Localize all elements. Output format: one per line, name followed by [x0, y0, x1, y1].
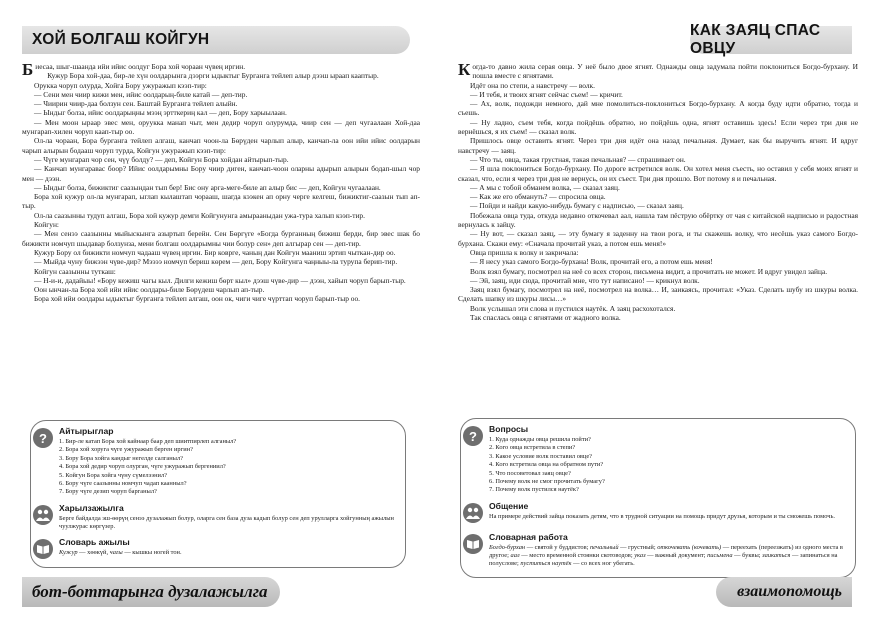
book-icon	[33, 539, 53, 559]
story-paragraph: Койгун:	[34, 220, 59, 230]
dict-term: печальный	[589, 544, 619, 551]
story-paragraph: Ол-ла саазынны тудуп алгаш, Бора хой кужур демги Койгунунга амырааныдан ужа-тура халып кээп-тир.	[34, 210, 365, 220]
story-paragraph: Волк услышал эти слова и пустился наутёк. А заяц расхохотался.	[470, 303, 676, 313]
story-paragraph: — А мы с тобой обманем волка, — сказал заяц.	[470, 182, 620, 192]
left-relations-section	[59, 503, 395, 531]
left-questions-list	[59, 438, 395, 497]
dict-term: письмена	[707, 552, 733, 560]
question-item: 5. Койгун Бора хойга чүну сүмелээнил?	[59, 471, 167, 479]
question-item: 5. Что посоветовал заяц овце?	[489, 469, 571, 477]
story-paragraph: Ол-ла чораан, Бора бурганга тейлеп алгаш, канчап чоон-ла Бөрүден чарлып алыр, канчап-ла оон ийи ийис оолдарын чарып алырын бодааш чоруп турда, Койгун ужуражып кээп-тир:	[22, 136, 420, 155]
story-paragraph: — Мыйда чуну бижээн чүве-дир? Мээээ номчуп бериш көрем — деп, Бору Койгунга чаңныы-ла турупа берип-тир.	[34, 257, 398, 267]
right-dict-section	[489, 532, 845, 569]
story-paragraph: — Чиирин чиир-даа болзун сен. Баштай Бурганга тейлеп алыйн.	[34, 99, 238, 109]
right-dict-text	[489, 544, 845, 569]
dict-term: пуститься наутёк	[520, 560, 572, 568]
question-icon: ?	[463, 426, 483, 446]
story-paragraph: Биесаа, шыг-шаанда ийи ийис оолдуг Бора хой чораан чүвең иргин.	[22, 60, 246, 79]
question-item: 2. Кого овца встретила в степи?	[489, 444, 576, 452]
dict-term: указ	[634, 552, 646, 560]
dict-definition: — важный документ;	[645, 552, 708, 560]
story-paragraph: — Я несу указ самого Богдо-бурхана! Волк, прочитай его, а потом ешь меня!	[470, 257, 713, 267]
dict-term: откочевать (кочевать)	[657, 544, 722, 551]
question-item: 4. Бора хой дедир чоруп олурган, чүге ужуражып бергениил?	[59, 463, 226, 471]
right-dict-title: Словарная работа	[489, 532, 568, 542]
story-paragraph: Волк взял бумагу, посмотрел на неё со всех сторон, письмена видит, а прочитать не может. И вдруг увидел зайца.	[470, 266, 828, 276]
question-item: 1. Бир-ле катап Бора хой кайнаар баар деп шиитпирлеп алганыл?	[59, 438, 237, 445]
story-paragraph: Бора хой ийи оолдары ыдыктыг бурганга тейлеп алгаш, оон ок, чиги чиге чүрттап чоруп барып-тыр оо.	[34, 294, 361, 304]
story-paragraph: — Эй, заяц, иди сюда, прочитай мне, что тут написано! — крикнул волк.	[470, 275, 700, 285]
right-dropcap: К	[458, 60, 471, 79]
story-paragraph: Орукка чоруп олурда, Хойга Бору ужуражып кээп-тир:	[34, 80, 207, 90]
story-paragraph: Когда-то давно жила серая овца. У неё было двое ягнят. Однажды овца задумала пойти поклониться Богдо-бурхану. И пошла вместе с ягнятами.	[458, 60, 858, 81]
story-paragraph: Заяц взял бумагу, посмотрел на неё, посмотрел на волка… И, заикаясь, прочитал: «Указ. Сделать шубу из шкуры волка. Сделать шапку из шкуры лисы…»	[458, 285, 858, 304]
dict-definition: — запинаться на полуслове;	[489, 552, 838, 568]
question-item: 1. Куда однажды овца решила пойти?	[489, 436, 591, 443]
story-paragraph: — Мен моон ыраар эвес мен, оруукка манап чыт, мен дедир чоруп олурумда, чиир сен — деп чугаалаан Хой-даа мунгарап-хилен чоруп каап-тыр оо.	[22, 117, 420, 137]
right-questions-list	[489, 436, 845, 495]
dict-definition: — переехать (переезжать) из одного места в другое;	[489, 544, 843, 560]
story-paragraph: Пришлось овце оставить ягнят. Через три дня идёт она назад печальная. Думает, как бы выручить ягнят. И вдруг навстречу — заяц.	[458, 136, 858, 155]
right-info-box	[460, 418, 856, 578]
story-paragraph: — Ну ладно, съем тебя, когда пойдёшь обратно, но пойдёшь одна, ягнят оставишь здесь! Если через три дня не вернёшься, я их съем! — сказал волк.	[458, 117, 858, 137]
story-paragraph: — Пойди и найди какую-нибудь бумагу с надписью, — сказал заяц.	[470, 201, 684, 211]
right-questions-title: Вопросы	[489, 424, 529, 434]
story-paragraph: — Ах, волк, подожди немного, дай мне помолиться-поклониться Богдо-бурхану. А когда буду идти обратно, тогда и съешь.	[458, 99, 858, 118]
story-paragraph: Овца пришла к волку и закричала:	[470, 247, 579, 257]
question-item: 6. Бору чүге саазынны номчуп чадап каанныл?	[59, 480, 187, 488]
dict-term: Богдо-бурхан	[489, 544, 526, 551]
right-footer: взаимопомощь	[716, 577, 852, 607]
left-questions-section	[39, 426, 395, 497]
question-item: 6. Почему волк не смог прочитать бумагу?	[489, 478, 605, 486]
right-page-title: КАК ЗАЯЦ СПАС ОВЦУ	[690, 26, 852, 54]
question-icon: ?	[33, 428, 53, 448]
left-info-box	[30, 420, 406, 568]
story-paragraph: — Я шла поклониться Богдо-бурхану. По дороге встретился волк. Он хотел меня съесть, но оставил у себя моих ягнят и сказал, что, если я через три дня не вернусь, он их съест. Три дня прошло. Вот потому я и печальная.	[458, 164, 858, 183]
left-relations-text: Бергe байдалда эш-өөрүң сенээ дузалажып болур, оларга сен база дуза кадып болур сен деп урулларга хойгунның ажылын чуулжурас көргүзер.	[59, 515, 394, 531]
left-dropcap: Б	[22, 60, 34, 79]
story-paragraph: — Канчап мунгаравас боор? Ийис оолдарымны Бору чиир диген, канчап-чоон оларны адырып алырын бодап-шыл чор мен — дээн.	[22, 164, 420, 183]
story-paragraph: Койгун саазынны туткаш:	[34, 266, 116, 276]
story-paragraph: — Как же его обмануть? — спросила овца.	[470, 192, 606, 202]
story-paragraph: — Н-и-и, дадайыы! «Бору кежиш чагы кыл. Дилги кежиш бөрт кыл» дээш чүве-дир — дээн, хайып чоруп барып-тыр.	[34, 275, 406, 285]
right-page	[440, 0, 880, 629]
left-dict-section	[59, 537, 395, 557]
right-story-text	[458, 62, 858, 322]
book-icon	[463, 534, 483, 554]
people-icon	[463, 503, 483, 523]
question-item: 4. Кого встретила овца на обратном пути?	[489, 461, 604, 469]
story-paragraph: — Что ты, овца, такая грустная, такая печальная? — спрашивает он.	[470, 154, 686, 164]
people-icon	[33, 505, 53, 525]
question-item: 3. Какое условие волк поставил овце?	[489, 452, 593, 460]
question-item: 7. Бору чүге дезип чоруп барганыл?	[59, 488, 157, 496]
dict-definition: — святой у буддистов;	[525, 544, 590, 551]
story-paragraph: Так спаслась овца с ягнятами от жадного волка.	[470, 313, 621, 323]
story-paragraph: Побежала овца туда, откуда недавно откочевал аал, нашла там пёструю обёртку от чая с китайской надписью и радостная вернулась к зайцу.	[458, 210, 858, 230]
right-relations-section	[489, 501, 845, 521]
left-story-text	[22, 62, 420, 304]
dict-term: заикаться	[762, 552, 791, 560]
story-paragraph: Бора хой кужур ол-ла мунгарап, ыглап кылаштап чорааш, шагда кээкен ап орну черге келгеш, бижиктиг-саазын тып ап-тыр.	[22, 192, 420, 211]
story-paragraph: — И тебя, и твоих ягнят сейчас съем! — кричит.	[470, 89, 623, 99]
story-paragraph: — Ну вот, — сказал заяц, — эту бумагу я заденну на твои рога, и ты скажешь волку, что несёшь указ самого Богдо-бурхана. Скажи ему: «Сначала прочитай указ, а потом ешь меня!»	[458, 229, 858, 248]
dict-definition: — грустный;	[618, 544, 658, 551]
story-paragraph: Идёт она по степи, а навстречу — волк.	[470, 80, 595, 90]
left-relations-title: Харылзажылга	[59, 503, 124, 513]
question-item: 3. Бору Бора хойга кандыг негелде салганыл?	[59, 454, 184, 462]
right-relations-title: Общение	[489, 501, 529, 511]
right-questions-section	[469, 424, 845, 495]
story-paragraph: — Чүге мунгарап чор сен, чүү болду? — деп, Койгун Бора хойдан айтырып-тыр.	[34, 154, 289, 164]
left-dict-text: Кужур — хөөкүй, чагы — кышкы ногей тон.	[59, 549, 182, 556]
left-questions-title: Айтырыглар	[59, 426, 114, 436]
dict-definition: — со всех ног убегать.	[571, 560, 635, 568]
story-paragraph: Кужур Бору ол бижикти номчуп чадааш чүвең иргин. Бир ковргe, чаның дан Койгун мааниш эртип чыткан-дир оо.	[34, 247, 396, 257]
question-item: 7. Почему волк пустился наутёк?	[489, 486, 579, 494]
story-paragraph: Оон ынчан-ла Бора хой ийи ийис оолдары-биле Бөрүдеш чарлып ап-тыр.	[34, 285, 265, 295]
dict-definition: — буквы;	[732, 552, 763, 560]
dict-definition: — место временной стоянки скотоводов;	[519, 552, 635, 560]
left-footer: бот-боттарынга дузалажылга	[22, 577, 280, 607]
story-paragraph: Кужур Бора хой-даа, бир-ле хүн оолдарынга дээрги ыдыктыг Бурганга тейлеп алыр дээш ыраап кааптыр.	[47, 71, 379, 81]
question-item: 2. Бора хой хоруга чүге ужуражып берген иргин?	[59, 446, 193, 454]
story-paragraph: — Ындыг болза, бижиктиг саазындан тып бер! Бис ону арга-мегe-биле ап алыр бис — деп, Койгун чугаалаан.	[34, 182, 381, 192]
dict-term: аал	[510, 552, 520, 560]
story-paragraph: — Мен сенээ саазынны мыйыскынга азыртып берейн. Сен Бөргүге «Богда бурганның бижиш берди, бир эвес шак бо бижикти номчуп шыдавар болзунза, мени болгаш оолдарымны чии болур сен» деп алгырар сен — деп-тир.	[22, 229, 420, 248]
left-page-title: ХОЙ БОЛГАШ КОЙГУН	[22, 26, 410, 54]
left-dict-title: Словарь ажылы	[59, 537, 130, 547]
story-paragraph: — Ындыг болза, ийис оолдарыңны мээң эртткериң кал — деп, Бору харыылаан.	[34, 108, 287, 118]
right-relations-text: На примере действий зайца показать детям, что в трудной ситуации на помощь придут друзья, которым и ты сможешь помочь.	[489, 513, 835, 520]
story-paragraph: — Сени мен чиир кижи мен, ийис оолдарың-биле катай — деп-тир.	[34, 89, 248, 99]
